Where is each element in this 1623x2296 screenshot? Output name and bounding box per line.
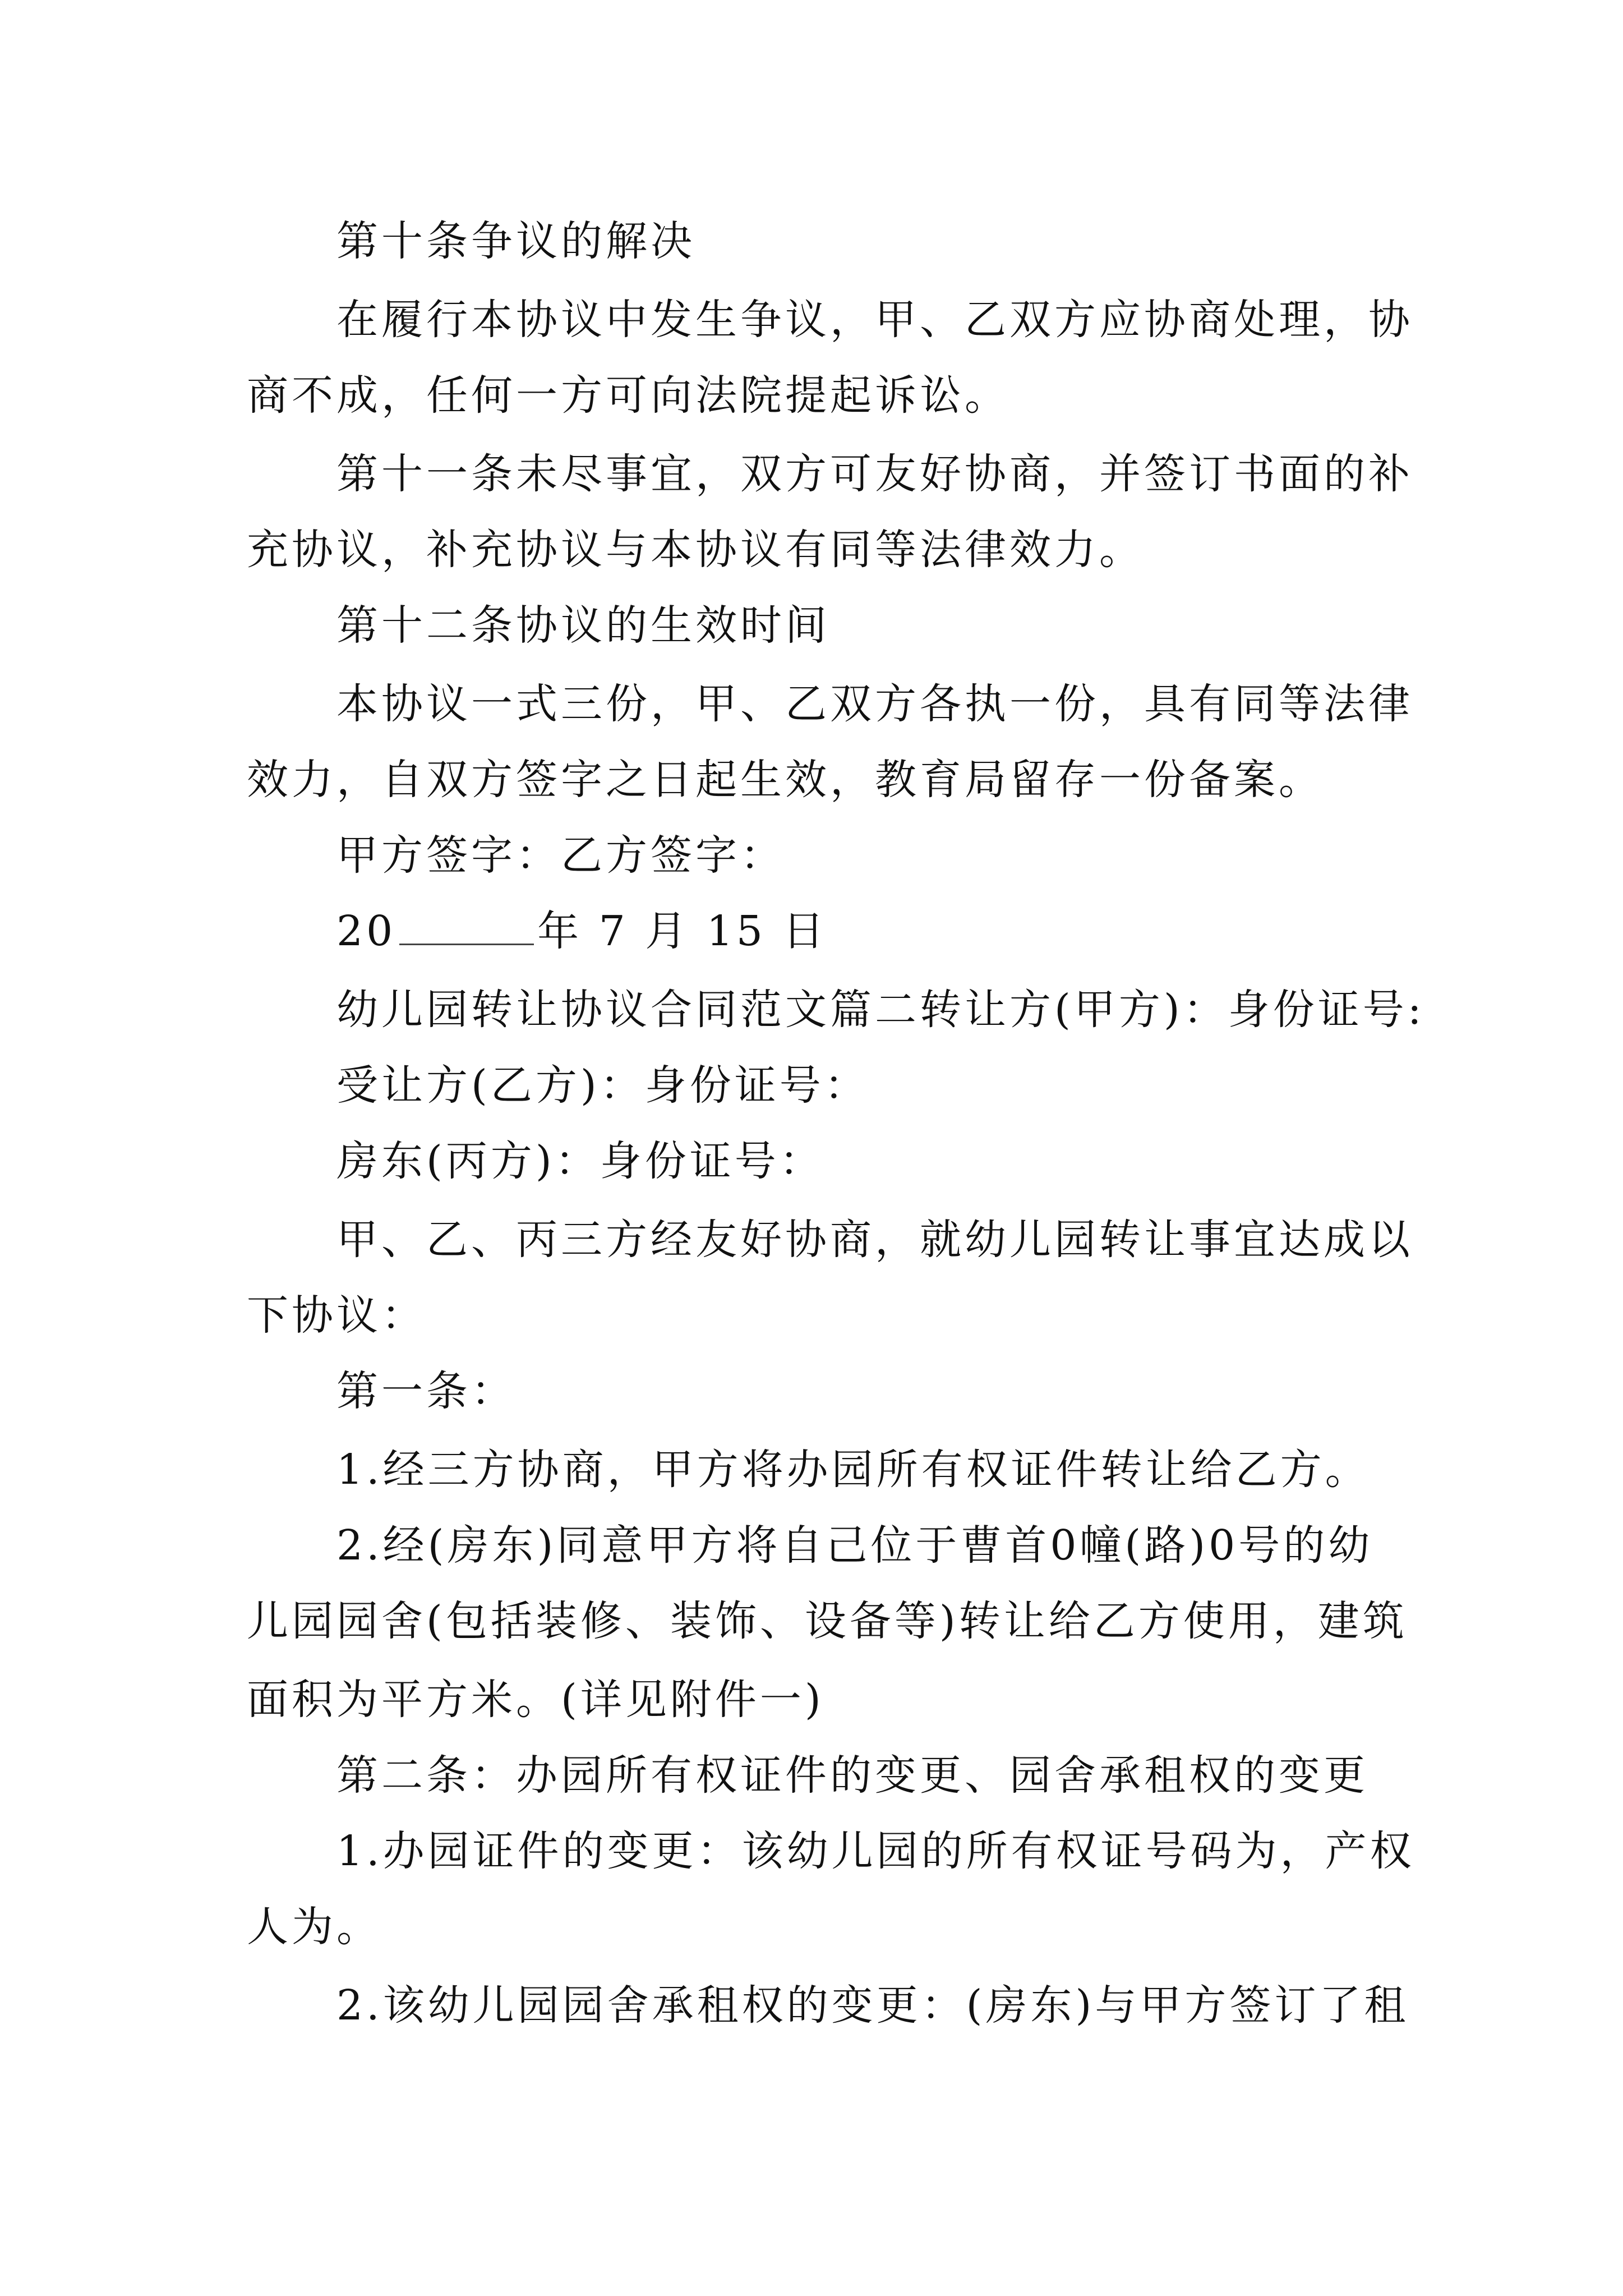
section-2-title: 幼儿园转让协议合同范文篇二转让方(甲方)：身份证号:: [336, 986, 1425, 1034]
article-1-heading: 第一条：: [336, 1367, 516, 1415]
date-year-prefix: 20: [336, 907, 396, 955]
party-c-line: 房东(丙方)：身份证号：: [336, 1137, 824, 1185]
party-b-line: 受让方(乙方)：身份证号：: [336, 1061, 869, 1110]
paragraph-line: 面积为平方米。(详见附件一): [247, 1676, 824, 1724]
paragraph-line: 甲、乙、丙三方经友好协商，就幼儿园转让事宜达成以: [336, 1216, 1413, 1264]
signature-line: 甲方签字：乙方签字：: [336, 831, 785, 880]
date-line: [336, 903, 828, 959]
paragraph-line: 本协议一式三份，甲、乙双方各执一份，具有同等法律: [336, 680, 1413, 728]
list-item: 2.该幼儿园园舍承租权的变更：(房东)与甲方签订了租: [336, 1981, 1409, 2030]
paragraph-line: 商不成，任何一方可向法院提起诉讼。: [247, 371, 1009, 420]
article-10-heading: 第十条争议的解决: [336, 217, 695, 265]
article-2-heading: 第二条：办园所有权证件的变更、园舍承租权的变更: [336, 1751, 1368, 1800]
list-item: 1.办园证件的变更：该幼儿园的所有权证号码为，产权: [336, 1827, 1415, 1875]
date-blank: [399, 910, 534, 945]
date-rest: 年 7 月 15 日: [537, 907, 828, 955]
list-item: 1.经三方协商，甲方将办园所有权证件转让给乙方。: [336, 1446, 1370, 1494]
list-item: 2.经(房东)同意甲方将自己位于曹首0幢(路)0号的幼: [336, 1521, 1373, 1570]
paragraph-line: 效力，自双方签字之日起生效，教育局留存一份备案。: [247, 756, 1324, 804]
paragraph-line: 充协议，补充协议与本协议有同等法律效力。: [247, 526, 1144, 574]
article-11-line: 第十一条未尽事宜，双方可友好协商，并签订书面的补: [336, 450, 1413, 498]
paragraph-line: 人为。: [247, 1903, 381, 1951]
paragraph-line: 儿园园舍(包括装修、装饰、设备等)转让给乙方使用，建筑: [247, 1597, 1408, 1645]
paragraph-line: 下协议：: [247, 1291, 426, 1340]
article-12-heading: 第十二条协议的生效时间: [336, 601, 830, 650]
paragraph-line: 在履行本协议中发生争议，甲、乙双方应协商处理，协: [336, 296, 1413, 344]
